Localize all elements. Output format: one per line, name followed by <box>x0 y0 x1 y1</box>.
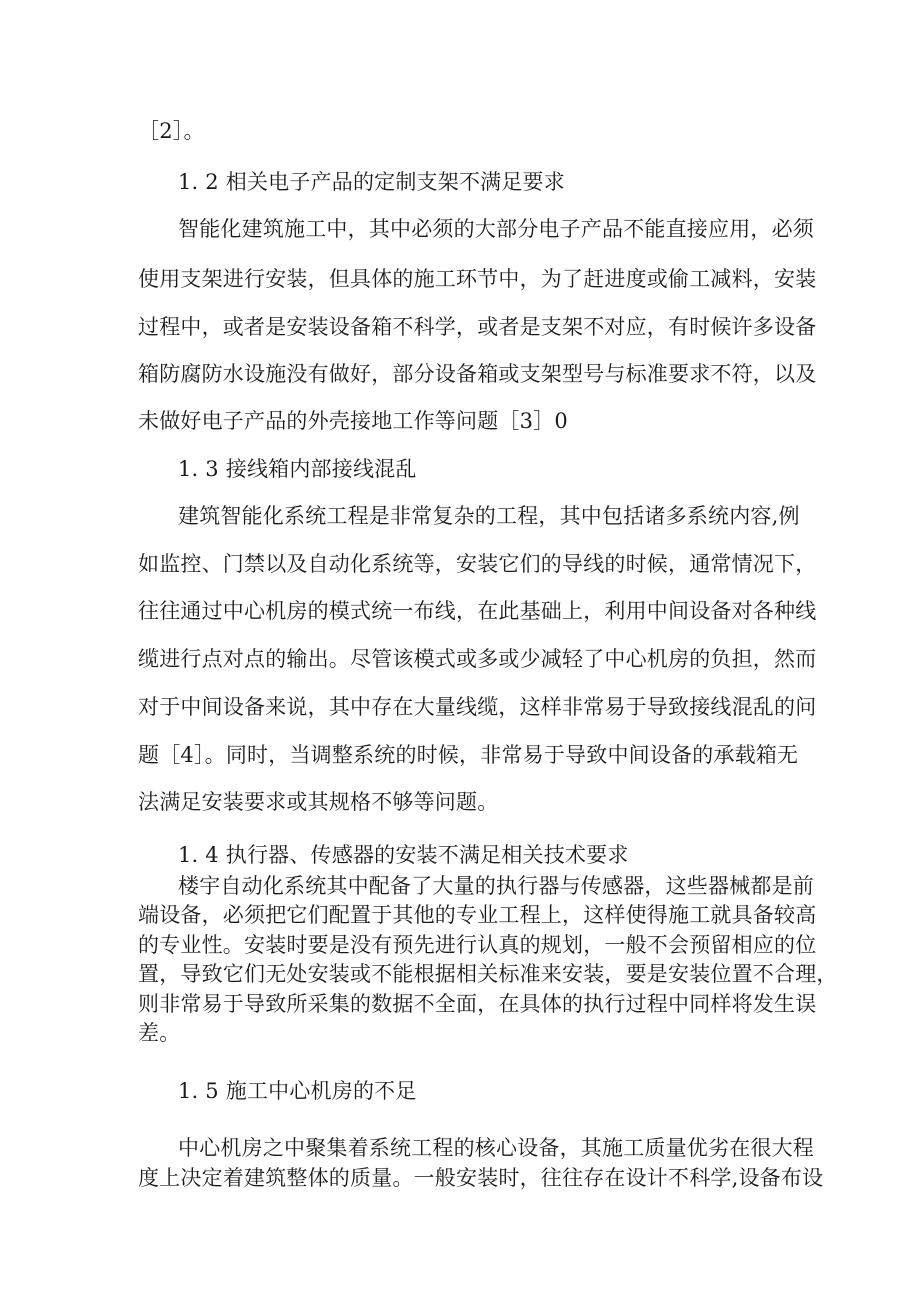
paragraph-line: 楼宇自动化系统其中配备了大量的执行器与传感器，这些器械都是前 <box>178 874 814 898</box>
paragraph-line: 过程中，或者是安装设备箱不科学，或者是支架不对应，有时候许多设备 <box>138 315 817 339</box>
paragraph-line: ［2］。 <box>138 119 205 143</box>
paragraph-line: 智能化建筑施工中，其中必须的大部分电子产品不能直接应用，必须 <box>178 217 814 241</box>
paragraph-line: 使用支架进行安装，但具体的施工环节中，为了赶进度或偷工减料，安装 <box>138 267 817 291</box>
paragraph-line: 往往通过中心机房的模式统一布线，在此基础上，利用中间设备对各种线 <box>138 599 817 623</box>
paragraph-line: 法满足安装要求或其规格不够等问题。 <box>138 790 499 814</box>
section-heading-1-5: 1. 5 施工中心机房的不足 <box>178 1079 417 1103</box>
section-heading-1-3: 1. 3 接线箱内部接线混乱 <box>178 457 417 481</box>
paragraph-line: 中心机房之中聚集着系统工程的核心设备，其施工质量优劣在很大程 <box>178 1136 814 1160</box>
paragraph-line: 箱防腐防水设施没有做好，部分设备箱或支架型号与标准要求不符，以及 <box>138 362 817 386</box>
paragraph-line: 度上决定着建筑整体的质量。一般安装时，往往存在设计不科学,设备布设 <box>138 1166 824 1190</box>
paragraph-line: 对于中间设备来说，其中存在大量线缆，这样非常易于导致接线混乱的问 <box>138 695 817 719</box>
section-heading-1-2: 1. 2 相关电子产品的定制支架不满足要求 <box>178 170 565 194</box>
section-heading-1-4: 1. 4 执行器、传感器的安装不满足相关技术要求 <box>178 843 629 867</box>
paragraph-line: 差。 <box>138 1021 181 1045</box>
paragraph-line: 的专业性。安装时要是没有预先进行认真的规划，一般不会预留相应的位 <box>138 933 817 957</box>
paragraph-line: 置，导致它们无处安装或不能根据相关标准来安装，要是安装位置不合理， <box>138 962 838 986</box>
paragraph-line: 如监控、门禁以及自动化系统等，安装它们的导线的时候，通常情况下， <box>138 552 817 576</box>
paragraph-line: 未做好电子产品的外壳接地工作等问题［3］0 <box>138 409 568 433</box>
paragraph-line: 缆进行点对点的输出。尽管该模式或多或少减轻了中心机房的负担，然而 <box>138 647 817 671</box>
paragraph-line: 则非常易于导致所采集的数据不全面，在具体的执行过程中同样将发生误 <box>138 992 817 1016</box>
paragraph-line: 题［4］。同时，当调整系统的时候，非常易于导致中间设备的承载箱无 <box>138 743 799 767</box>
paragraph-line: 建筑智能化系统工程是非常复杂的工程，其中包括诸多系统内容,例 <box>178 504 800 528</box>
paragraph-line: 端设备，必须把它们配置于其他的专业工程上，这样使得施工就具备较高 <box>138 903 817 927</box>
